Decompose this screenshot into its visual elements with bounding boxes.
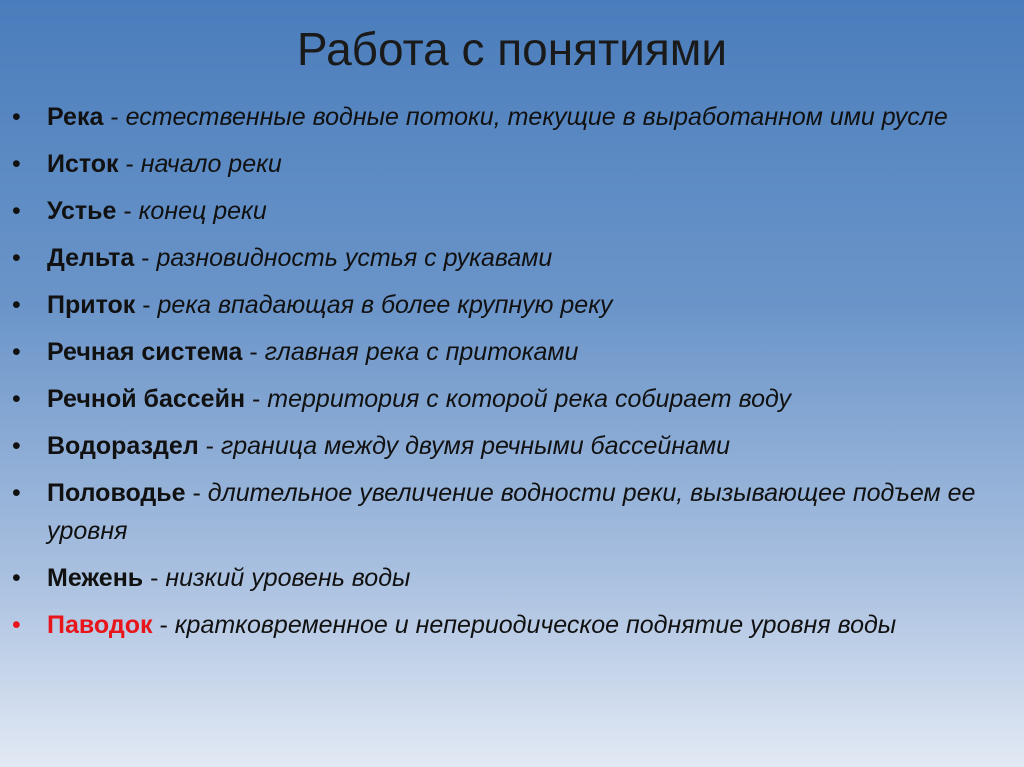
term: Речной бассейн [47,385,246,413]
list-item [0,145,1010,183]
bullet-icon: • [12,611,21,639]
bullet-icon: • [12,150,21,178]
term: Дельта [47,244,135,272]
definition: граница между двумя речными бассейнами [220,432,731,460]
definition: длительное увеличение водности реки, вызывающее подъем ее уровня [47,479,976,545]
definition: конец реки [138,197,267,225]
list-item [0,98,1010,136]
bullet-icon: • [12,197,21,225]
definition: естественные водные потоки, текущие в выработанном ими русле [125,103,948,131]
bullet-icon: • [12,103,21,131]
separator: - [152,611,175,639]
term: Приток [47,291,136,319]
separator: - [118,150,141,178]
term: Водораздел [47,432,199,460]
separator: - [134,244,157,272]
separator: - [116,197,139,225]
list-item [0,427,1010,465]
separator: - [245,385,268,413]
list-item [0,286,1010,324]
separator: - [135,291,158,319]
bullet-icon: • [12,564,21,592]
list-item [0,333,1010,371]
definition: территория с которой река собирает воду [267,385,792,413]
definition: кратковременное и непериодическое поднятие уровня воды [174,611,897,639]
definition: начало реки [140,150,282,178]
separator: - [103,103,126,131]
definition: низкий уровень воды [165,564,411,592]
bullet-icon: • [12,479,21,507]
list-item [0,606,1010,644]
term: Межень [47,564,144,592]
term: Устье [47,197,117,225]
term: Исток [47,150,119,178]
slide-title: Работа с понятиями [296,23,728,75]
definition: река впадающая в более крупную реку [157,291,613,319]
bullet-icon: • [12,291,21,319]
bullet-icon: • [12,244,21,272]
term: Речная система [47,338,243,366]
list-item [0,559,1010,597]
definition: разновидность устья с рукавами [156,244,553,272]
list-item [0,474,1010,550]
bullet-icon: • [12,432,21,460]
term: Половодье [47,479,186,507]
bullet-icon: • [12,385,21,413]
list-item [0,239,1010,277]
definition: главная река с притоками [264,338,579,366]
list-item [0,380,1010,418]
term: Паводок [47,611,153,639]
separator: - [185,479,208,507]
term: Река [47,103,104,131]
separator: - [242,338,265,366]
term-list [0,98,1010,653]
separator: - [198,432,221,460]
separator: - [143,564,166,592]
bullet-icon: • [12,338,21,366]
list-item [0,192,1010,230]
